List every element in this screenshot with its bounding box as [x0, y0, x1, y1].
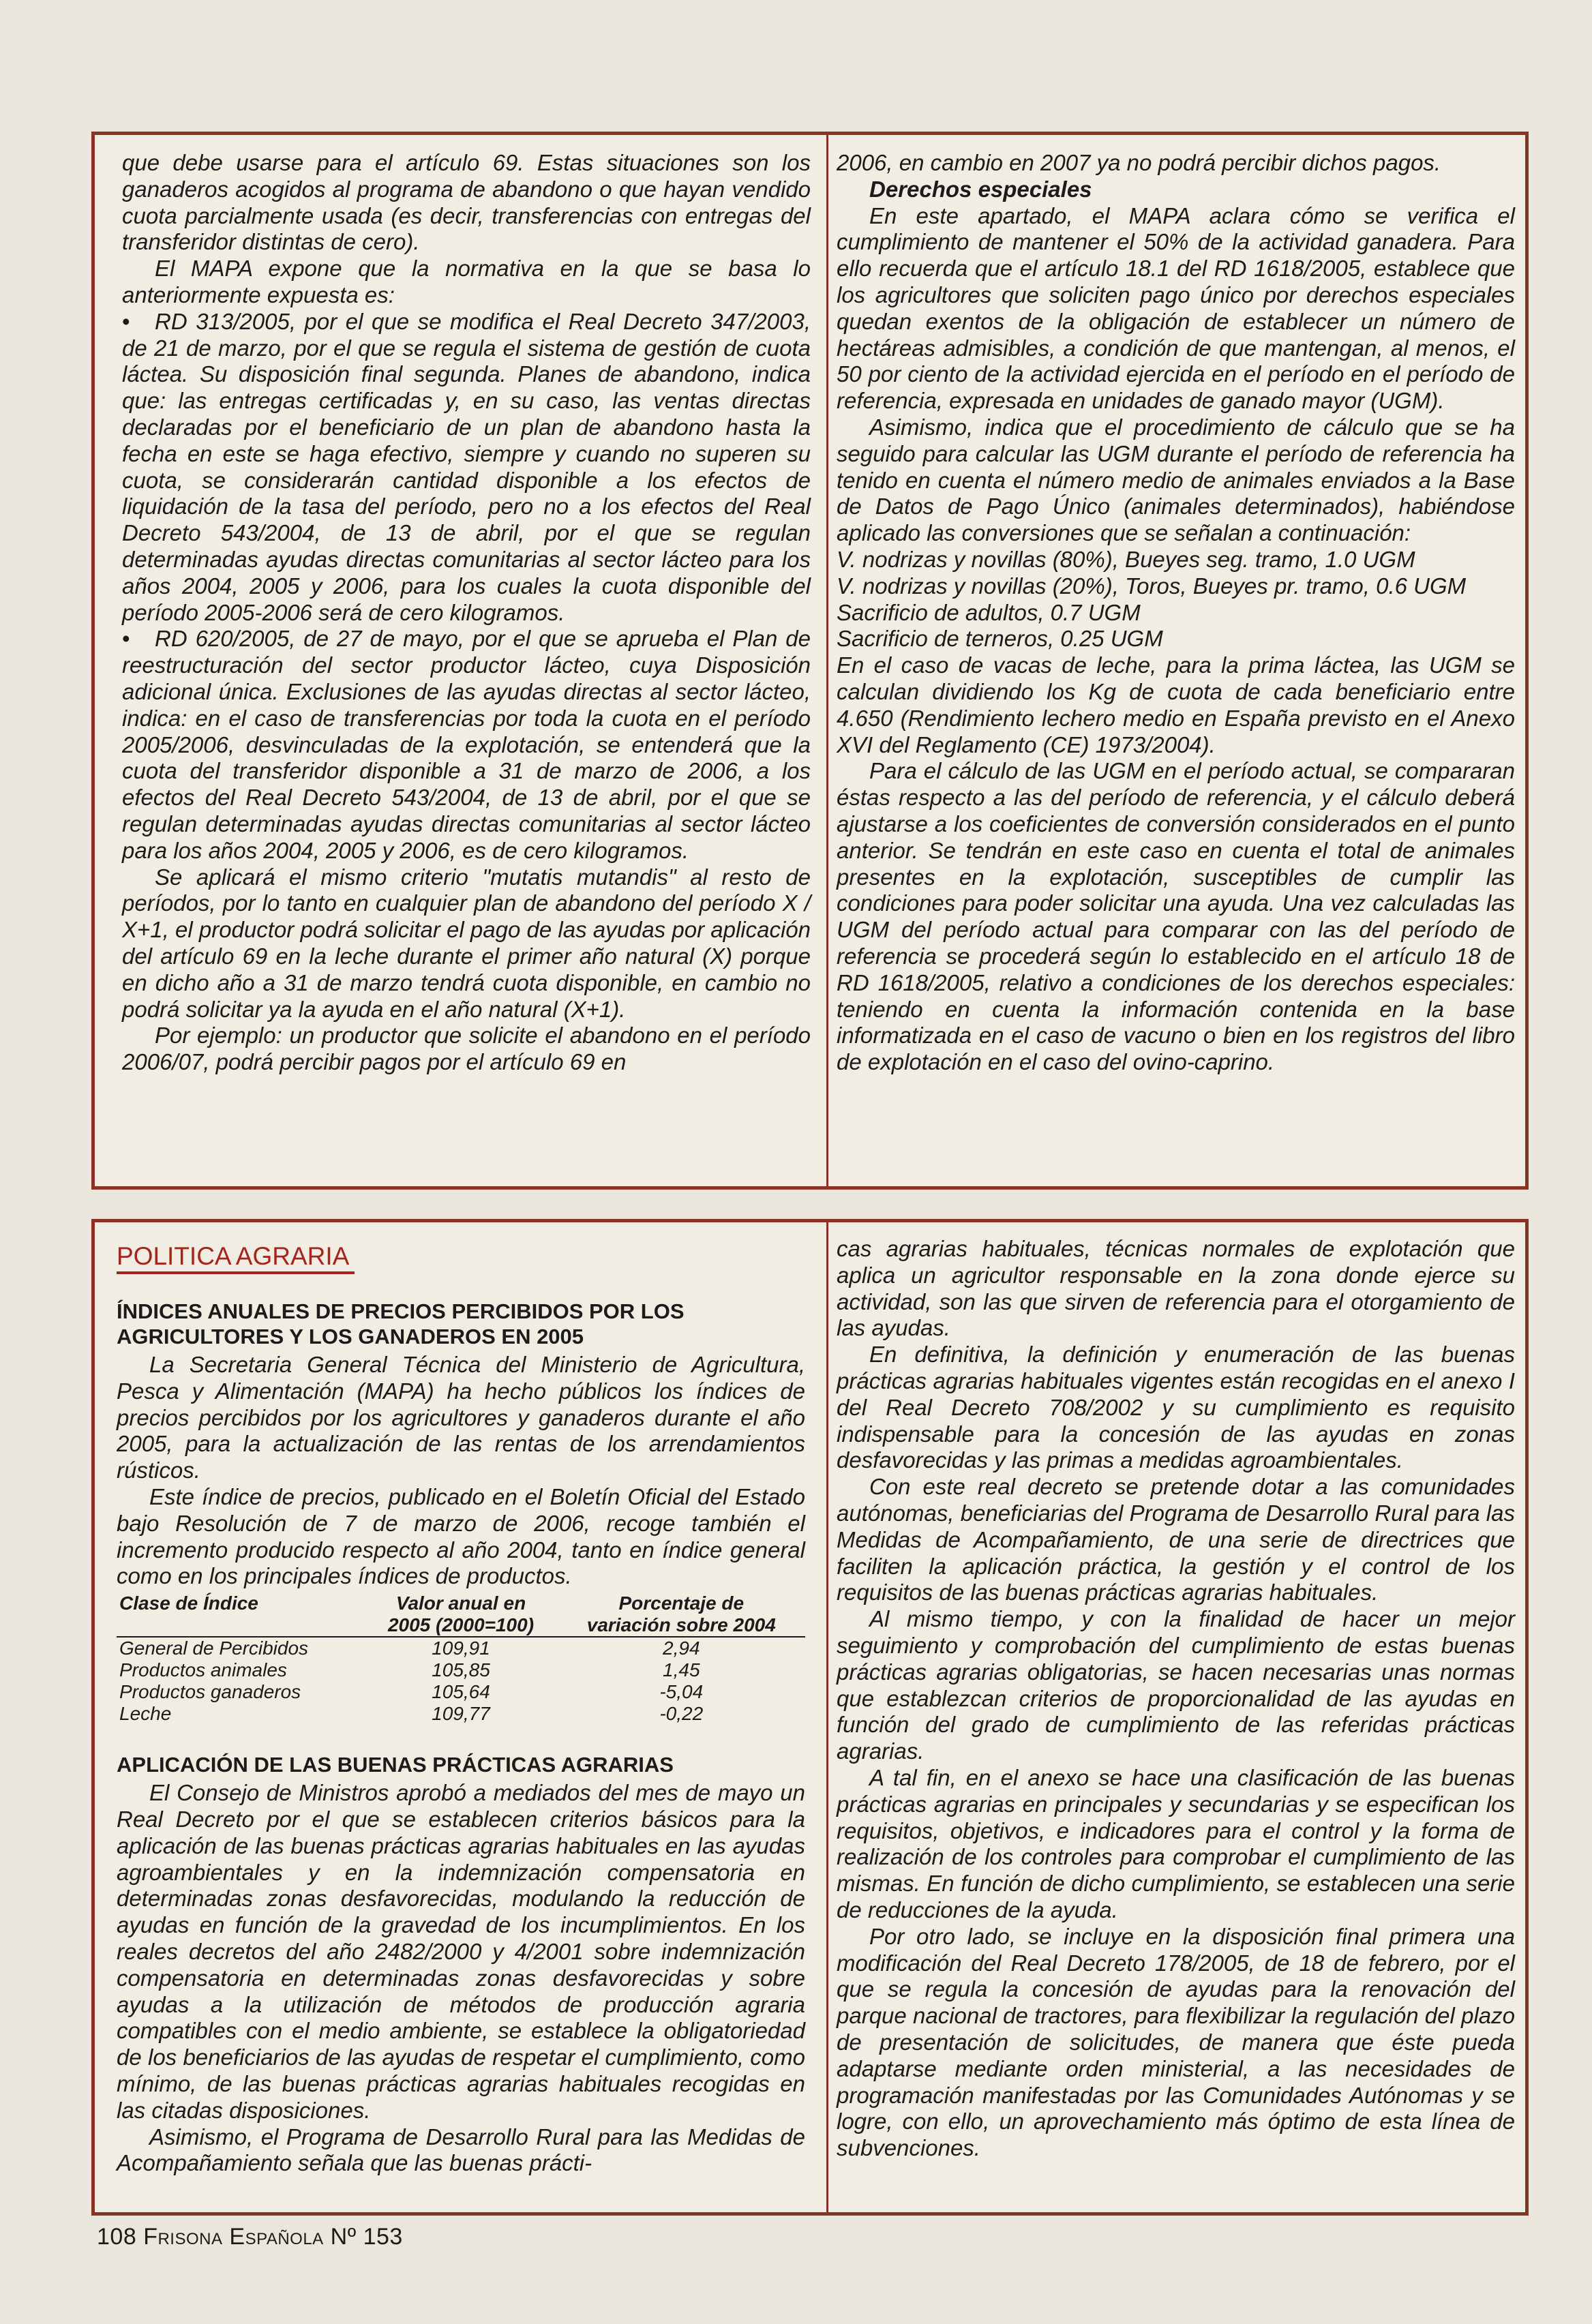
paragraph: Este índice de precios, publicado en el Boletín Oficial del Estado bajo Resolución de 7 de marzo de 2006, recoge también el incremento producido respecto al año 2004, tanto en índice general como en los principales índices de productos.	[117, 1483, 805, 1589]
paragraph: Por otro lado, se incluye en la disposición final primera una modificación del Real Decreto 178/2005, de 18 de febrero, por el que se regula la concesión de ayudas para la renovación del parque nacional de tractores, para flexibilizar la regulación del plazo de presentación de solicitudes, de manera que éste pueda adaptarse mediante orden ministerial, a las necesidades de programación manifestadas por las Comunidades Autónomas y se logre, con ello, un aprovechamiento más óptimo de esta línea de subvenciones.	[837, 1923, 1515, 2161]
subheading: Derechos especiales	[869, 176, 1092, 202]
paragraph: 2006, en cambio en 2007 ya no podrá percibir dichos pagos.	[837, 150, 1441, 175]
table-cell-value: 105,64	[432, 1681, 490, 1703]
left-column	[122, 150, 811, 1076]
paragraph: El MAPA expone que la normativa en la que se basa lo anteriormente expuesta es:	[122, 256, 811, 307]
paragraph: El Consejo de Ministros aprobó a mediados del mes de mayo un Real Decreto por el que se establecen criterios básicos para la aplicación de las buenas prácticas agrarias habituales en las ayudas agroambientales y en la indemnización compensatoria en determinadas zonas desfavorecidas, modulando la reducción de ayudas en función de la gravedad de los incumplimientos. En los reales decretos del año 2482/2000 y 4/2001 sobre indemnización compensatoria en determinadas zonas desfavorecidas y sobre ayudas a la utilización de métodos de producción agraria compatibles con el medio ambiente, se establece la obligatoriedad de los beneficiarios de las ayudas de respetar el cumplimiento, como mínimo, de las buenas prácticas agrarias habituales recogidas en las citadas disposiciones.	[117, 1780, 805, 2123]
article-body-buenas-practicas	[117, 1780, 805, 2177]
price-index-table	[117, 1593, 805, 1725]
table-cell-value: 109,77	[432, 1703, 490, 1725]
paragraph: Con este real decreto se pretende dotar a las comunidades autónomas, beneficiarias del Programa de Desarrollo Rural para las Medidas de Acompañamiento, de una serie de directrices que faciliten la aplicación práctica, la gestión y el control de los requisitos de las buenas prácticas agrarias habituales.	[837, 1474, 1515, 1605]
magazine-name: Frisona Española	[143, 2224, 324, 2250]
paragraph: Sacrificio de adultos, 0.7 UGM	[837, 599, 1141, 625]
table-cell-value: 105,85	[432, 1659, 490, 1681]
paragraph: Al mismo tiempo, y con la finalidad de hacer un mejor seguimiento y comprobación del cumplimiento de estas buenas prácticas agrarias obligatorias, se hacen necesarias unas normas que establezcan criterios de proporcionalidad de las ayudas en función del grado de cumplimiento de las referidas prácticas agrarias.	[837, 1606, 1515, 1764]
table-cell-value: 109,91	[432, 1638, 490, 1659]
paragraph: V. nodrizas y novillas (20%), Toros, Bueyes pr. tramo, 0.6 UGM	[837, 573, 1467, 599]
column-divider	[826, 1222, 828, 2212]
article-title-buenas-practicas: APLICACIÓN DE LAS BUENAS PRÁCTICAS AGRARIAS	[117, 1753, 674, 1777]
table-header-value: Valor anual en	[395, 1593, 526, 1614]
table-header-change-sub: variación sobre 2004	[558, 1614, 805, 1637]
paragraph: Por ejemplo: un productor que solicite el abandono en el período 2006/07, podrá percibir pagos por el artículo 69 en	[122, 1023, 811, 1075]
table-row	[117, 1659, 805, 1681]
bullet-item: • RD 313/2005, por el que se modifica el Real Decreto 347/2003, de 21 de marzo, por el que se regula el sistema de gestión de cuota láctea. Su disposición final segunda. Planes de abandono, indica que: las entregas certificadas y, en su caso, las ventas directas declaradas por el beneficiario de un plan de abandono hasta la fecha en este se haga efectivo, siempre y cuando no superen su cuota, se considerarán cantidad disponible a los efectos de liquidación de la tasa del período, pero no a los efectos del Real Decreto 543/2004, de 13 de abril, por el que se regulan determinadas ayudas directas comunitarias al sector lácteo para los años 2004, 2005 y 2006, para los cuales la cuota disponible del período 2005-2006 será de cero kilogramos.	[122, 309, 811, 627]
paragraph: A tal fin, en el anexo se hace una clasificación de las buenas prácticas agrarias en principales y secundarias y se especifican los requisitos, objetivos, e indicadores para el control y la forma de realización de los controles para comprobar el cumplimiento de las mismas. En función de dicho cumplimiento, se establecen una serie de reducciones de la ayuda.	[837, 1764, 1515, 1922]
politica-agraria-box	[91, 1219, 1529, 2216]
paragraph: Asimismo, el Programa de Desarrollo Rural para las Medidas de Acompañamiento señala que las buenas prácti-	[117, 2124, 805, 2176]
paragraph: V. nodrizas y novillas (80%), Bueyes seg. tramo, 1.0 UGM	[837, 546, 1415, 572]
paragraph: En definitiva, la definición y enumeración de las buenas prácticas agrarias habituales vigentes están recogidas en el anexo I del Real Decreto 708/2002 y su cumplimiento es requisito indispensable para la concesión de las ayudas en zonas desfavorecidas y las primas a medidas agroambientales.	[837, 1342, 1515, 1473]
page-footer	[97, 2224, 403, 2250]
table-cell-label: General de Percibidos	[119, 1638, 309, 1659]
paragraph: que debe usarse para el artículo 69. Estas situaciones son los ganaderos acogidos al programa de abandono o que hayan vendido cuota parcialmente usada (es decir, transferencias con entregas del transferidor distintas de cero).	[122, 150, 811, 255]
table-cell-change: 2,94	[663, 1638, 700, 1659]
table-header-value-sub: 2005 (2000=100)	[364, 1614, 557, 1637]
table-cell-change: 1,45	[663, 1659, 700, 1681]
paragraph: Para el cálculo de las UGM en el período actual, se compararan éstas respecto a las del período de referencia, y el cálculo deberá ajustarse a los coeficientes de conversión considerados en el punto anterior. Se tendrán en este caso en cuenta el total de animales presentes en la explotación, susceptibles de cumplir las condiciones para poder solicitar una ayuda. Una vez calculadas las UGM del período actual para comparar con las del período de referencia se procederá según lo establecido en el artículo 18 de RD 1618/2005, relativo a condiciones de los derechos especiales: teniendo en cuenta la información contenida en la base informatizada en el caso de vacuno o bien en los registros del libro de explotación en el caso del ovino-caprino.	[837, 758, 1515, 1075]
right-column	[837, 1236, 1515, 2162]
section-label: POLITICA AGRARIA	[117, 1241, 355, 1274]
paragraph: Asimismo, indica que el procedimiento de cálculo que se ha seguido para calcular las UGM durante el período de referencia ha tenido en cuenta el número medio de animales enviados a la Base de Datos de Pago Único (animales determinados), habiéndose aplicado las conversiones que se señalan a continuación:	[837, 414, 1515, 546]
right-column	[837, 150, 1515, 1076]
article-body-indices	[117, 1352, 805, 1590]
bullet-item: • RD 620/2005, de 27 de mayo, por el que se aprueba el Plan de reestructuración del sector productor lácteo, cuya Disposición adicional única. Exclusiones de las ayudas directas al sector lácteo, indica: en el caso de transferencias por toda la cuota en el período 2005/2006, desvinculadas de la explotación, se entenderá que la cuota del transferidor disponible a 31 de marzo de 2006, a los efectos del Real Decreto 543/2004, de 13 de abril, por el que se regulan determinadas ayudas directas comunitarias al sector lácteo para los años 2004, 2005 y 2006, es de cero kilogramos.	[122, 626, 811, 864]
column-divider	[826, 135, 828, 1186]
table-cell-change: -0,22	[659, 1703, 704, 1725]
table-row	[117, 1703, 805, 1725]
table-cell-label: Productos animales	[119, 1659, 287, 1681]
table-cell-label: Productos ganaderos	[119, 1681, 301, 1703]
paragraph: cas agrarias habituales, técnicas normales de explotación que aplica un agricultor responsable en la zona donde ejerce su actividad, son las que sirven de referencia para el otorgamiento de las ayudas.	[837, 1236, 1515, 1341]
paragraph: En este apartado, el MAPA aclara cómo se verifica el cumplimiento de mantener el 50% de la actividad ganadera. Para ello recuerda que el artículo 18.1 del RD 1618/2005, establece que los agricultores que soliciten pago único por derechos especiales quedan exentos de la obligación de establecer un número de hectáreas admisibles, a condición de que mantengan, al menos, el 50 por ciento de la actividad ejercida en el período en el período de referencia, expresada en unidades de ganado mayor (UGM).	[837, 202, 1515, 414]
issue-number: Nº 153	[330, 2224, 403, 2250]
article-title-indices: ÍNDICES ANUALES DE PRECIOS PERCIBIDOS POR LOS AGRICULTORES Y LOS GANADEROS EN 2005	[117, 1299, 685, 1348]
paragraph: La Secretaria General Técnica del Ministerio de Agricultura, Pesca y Alimentación (MAPA) ha hecho públicos los índices de precios percibidos por los agricultores y ganaderos durante el año 2005, para la actualización de las rentas de los arrendamientos rústicos.	[117, 1352, 805, 1483]
table-header-change: Porcentaje de	[618, 1593, 745, 1614]
table-header-class: Clase de Índice	[119, 1593, 258, 1614]
page-number: 108	[97, 2224, 137, 2250]
paragraph: En el caso de vacas de leche, para la prima láctea, las UGM se calculan dividiendo los Kg de cuota de cada beneficiario entre 4.650 (Rendimiento lechero medio en España previsto en el Anexo XVI del Reglamento (CE) 1973/2004).	[837, 652, 1515, 757]
paragraph: Sacrificio de terneros, 0.25 UGM	[837, 626, 1163, 652]
table-row	[117, 1637, 805, 1659]
left-column	[117, 1241, 805, 2177]
table-cell-label: Leche	[119, 1703, 172, 1725]
table-row	[117, 1681, 805, 1703]
paragraph: Se aplicará el mismo criterio "mutatis mutandis" al resto de períodos, por lo tanto en cualquier plan de abandono del período X / X+1, el productor podrá solicitar el pago de las ayudas por aplicación del artículo 69 en la leche durante el primer año natural (X) porque en dicho año a 31 de marzo tendrá cuota disponible, en cambio no podrá solicitar ya la ayuda en el año natural (X+1).	[122, 864, 811, 1022]
article-continuation-box	[91, 132, 1529, 1190]
table-cell-change: -5,04	[659, 1681, 704, 1703]
